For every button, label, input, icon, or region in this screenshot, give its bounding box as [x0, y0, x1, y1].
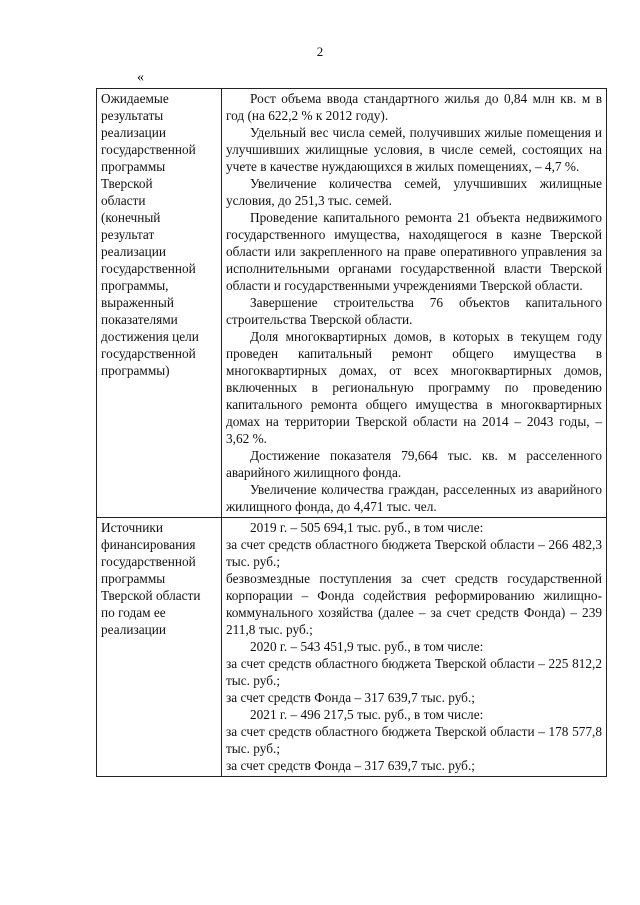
label-line: по годам ее — [101, 605, 166, 620]
label-line: результаты — [101, 108, 164, 123]
label-line: Тверской — [101, 176, 153, 191]
row-value-expected-results — [222, 89, 607, 518]
label-line: программы) — [101, 363, 170, 378]
funding-year-line: 2019 г. – 505 694,1 тыс. руб., в том числе: — [250, 520, 484, 535]
funding-detail-line: за счет средств Фонда – 317 639,7 тыс. руб.; — [226, 758, 475, 773]
funding-year-line: 2021 г. – 496 217,5 тыс. руб., в том числе: — [250, 707, 484, 722]
result-paragraph: Рост объема ввода стандартного жилья до 0,84 млн кв. м в год (на 622,2 % к 2012 году). — [226, 91, 602, 123]
label-line: выраженный — [101, 295, 174, 310]
label-line: Источники — [101, 520, 163, 535]
label-line: государственной — [101, 346, 196, 361]
result-paragraph: Завершение строительства 76 объектов капитального строительства Тверской области. — [226, 295, 602, 327]
label-line: Тверской области — [101, 588, 201, 603]
funding-detail-line: за счет средств областного бюджета Тверской области – 266 482,3 тыс. руб.; — [226, 537, 602, 569]
table-row-funding-sources — [97, 518, 607, 777]
row-value-funding-sources — [222, 518, 607, 777]
label-line: реализации — [101, 244, 166, 259]
result-paragraph: Увеличение количества семей, улучшивших жилищные условия, до 251,3 тыс. семей. — [226, 176, 602, 208]
result-paragraph: Доля многоквартирных домов, в которых в текущем году проведен капитальный ремонт общего имущества в многоквартирных домах, от всех многоквартирных домов, включенных в региональную программу по проведению капитального ремонта общего имущества в многоквартирных домах на территории Тверской области на 2014 – 2043 годы, – 3,62 %. — [226, 329, 602, 446]
page-number: 2 — [316, 44, 324, 59]
funding-detail-line: за счет средств Фонда – 317 639,7 тыс. руб.; — [226, 690, 475, 705]
label-line: программы, — [101, 278, 169, 293]
row-label-expected-results — [97, 89, 222, 518]
label-line: государственной — [101, 554, 196, 569]
row-label-funding-sources — [97, 518, 222, 777]
label-line: области — [101, 193, 146, 208]
funding-detail-line: безвозмездные поступления за счет средств государственной корпорации – Фонда содействия реформированию жилищно-коммунального хозяйства (далее – за счет средств Фонда) – 239 211,8 тыс. руб.; — [226, 571, 602, 637]
label-line: программы — [101, 571, 166, 586]
label-line: государственной — [101, 142, 196, 157]
label-line: Ожидаемые — [101, 91, 169, 106]
program-passport-table — [96, 88, 607, 777]
label-line: финансирования — [101, 537, 196, 552]
label-line: государственной — [101, 261, 196, 276]
label-line: достижения цели — [101, 329, 199, 344]
funding-detail-line: за счет средств областного бюджета Тверской области – 225 812,2 тыс. руб.; — [226, 656, 602, 688]
label-line: программы — [101, 159, 166, 174]
opening-quote-mark: « — [137, 70, 144, 85]
funding-detail-line: за счет средств областного бюджета Тверской области – 178 577,8 тыс. руб.; — [226, 724, 602, 756]
result-paragraph: Проведение капитального ремонта 21 объекта недвижимого государственного имущества, находящегося в казне Тверской области или закрепленного на праве оперативного управления за исполнительными органами государственной власти Тверской области и государственными учреждениями Тверской области. — [226, 210, 602, 293]
table-row-expected-results — [97, 89, 607, 518]
label-line: (конечный — [101, 210, 161, 225]
funding-year-line: 2020 г. – 543 451,9 тыс. руб., в том числе: — [250, 639, 484, 654]
result-paragraph: Достижение показателя 79,664 тыс. кв. м расселенного аварийного жилищного фонда. — [226, 448, 602, 480]
result-paragraph: Увеличение количества граждан, расселенных из аварийного жилищного фонда, до 4,471 тыс. чел. — [226, 482, 602, 514]
label-line: показателями — [101, 312, 178, 327]
label-line: реализации — [101, 622, 166, 637]
label-line: реализации — [101, 125, 166, 140]
result-paragraph: Удельный вес числа семей, получивших жилые помещения и улучшивших жилищные условия, в числе семей, состоящих на учете в качестве нуждающихся в жилых помещениях, – 4,7 %. — [226, 125, 602, 174]
label-line: результат — [101, 227, 155, 242]
